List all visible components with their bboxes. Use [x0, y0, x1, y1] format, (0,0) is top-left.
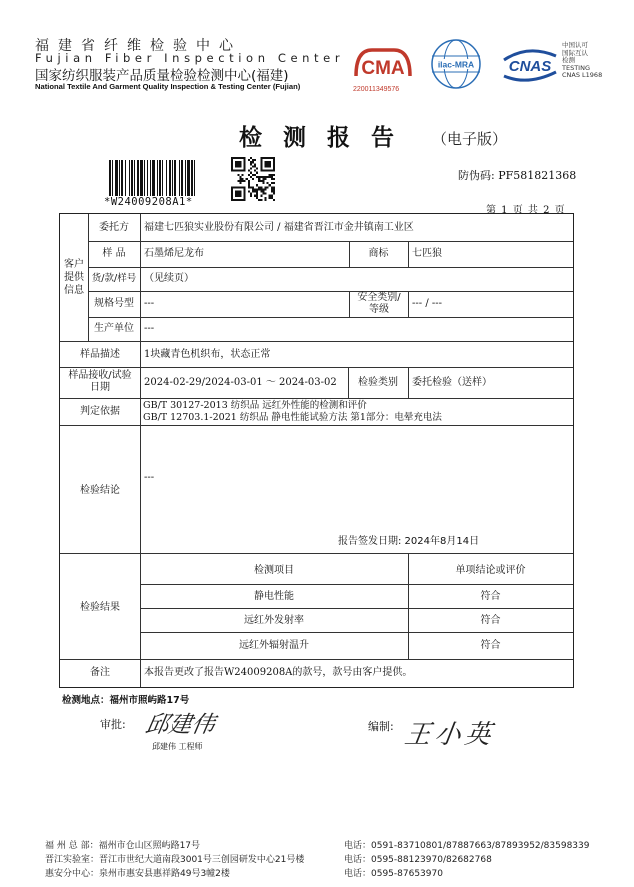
- safety-label: 安全类别/等级: [357, 292, 401, 315]
- remark-value: 本报告更改了报告W24009208A的款号，款号由客户提供。: [144, 667, 413, 678]
- footer-phone: 电话：0595-87653970: [344, 869, 443, 879]
- desc-label: 样品描述: [80, 349, 120, 360]
- result-item: 远红外辐射温升: [239, 640, 309, 651]
- ilac-logo-text: ilac-MRA: [437, 59, 475, 70]
- footer-phone: 电话：0595-88123970/82682768: [344, 855, 492, 865]
- result-head-eval: 单项结论或评价: [455, 565, 526, 576]
- footer-address: 惠安分中心：泉州市惠安县惠祥路49号3幢2楼: [45, 869, 230, 879]
- basis-line-1: GB/T 30127-2013 纺织品 远红外性能的检测和评价: [143, 400, 367, 411]
- result-eval: 符合: [480, 640, 501, 651]
- basis-label: 判定依据: [80, 406, 120, 417]
- org-name-en: Fujian Fiber Inspection Center: [35, 51, 345, 65]
- basis-line-2: GB/T 12703.1-2021 纺织品 静电性能试验方法 第1部分：电晕充电法: [143, 412, 442, 423]
- cnas-line: TESTING: [562, 63, 590, 72]
- sample-value: 石墨烯尼龙布: [144, 248, 204, 259]
- date-value: 2024-02-29/2024-03-01 ～ 2024-03-02: [144, 377, 337, 388]
- issue-date: 报告签发日期: 2024年8月14日: [338, 536, 480, 547]
- org-name-en-national: National Textile And Garment Quality Inspection & Testing Center (Fujian): [35, 82, 301, 91]
- producer-value: ---: [144, 323, 155, 334]
- conclusion-value: ---: [144, 472, 155, 483]
- inspection-type-label: 检验类别: [358, 377, 398, 388]
- barcode-text: *W24009208A1*: [104, 196, 193, 208]
- org-name-cn: 福建省纤维检验中心: [35, 38, 242, 54]
- cnas-line: 检测: [562, 56, 575, 65]
- cnas-line: 中国认可: [562, 41, 588, 49]
- item-no-value: （见续页）: [144, 273, 194, 284]
- result-eval: 符合: [480, 591, 501, 602]
- item-no-label: 货/款/样号: [91, 273, 137, 284]
- brand-label: 商标: [368, 248, 389, 259]
- cnas-logo-text: CNAS: [508, 58, 552, 75]
- test-location: 检测地点：福州市照屿路17号: [62, 695, 190, 706]
- qr-code-image: [231, 157, 275, 201]
- result-item: 远红外发射率: [244, 615, 304, 626]
- date-label: 样品接收/试验日期: [68, 370, 132, 393]
- cma-number: 220011349576: [353, 86, 400, 93]
- brand-value: 七匹狼: [412, 248, 442, 259]
- approve-label: 审批:: [100, 718, 126, 731]
- producer-label: 生产单位: [94, 323, 134, 334]
- remark-label: 备注: [90, 667, 110, 678]
- footer-phone: 电话：0591-83710801/87887663/87893952/83598339: [344, 841, 590, 851]
- anti-fake-code: [458, 167, 576, 183]
- safety-value: --- / ---: [412, 298, 442, 309]
- sample-label: 样 品: [102, 248, 126, 259]
- anti-fake-value: PF581821368: [498, 169, 577, 182]
- report-table: [59, 213, 574, 688]
- footer-address: 晋江实验室：晋江市世纪大道南段3001号三创园研发中心21号楼: [45, 855, 305, 865]
- client-label: 委托方: [99, 222, 129, 233]
- cnas-line: CNAS L1968: [562, 71, 603, 80]
- footer-address: 福 州 总 部：福州市仓山区照屿路17号: [45, 841, 201, 851]
- result-item: 静电性能: [254, 591, 294, 602]
- desc-value: 1块藏青色机织布，状态正常: [144, 349, 271, 360]
- conclusion-label: 检验结论: [80, 485, 120, 496]
- cma-logo-text: CMA: [361, 58, 405, 79]
- barcode-image: [108, 160, 213, 196]
- approve-name: 邱建伟 工程师: [152, 742, 203, 751]
- client-info-group-label: 客户提供信息: [64, 259, 84, 296]
- compile-signature: 王小英: [402, 720, 497, 750]
- spec-label: 规格号型: [94, 298, 134, 309]
- approve-signature: 邱建伟: [143, 712, 217, 738]
- cnas-line: 国际互认: [562, 48, 588, 57]
- org-name-cn-national: 国家纺织服装产品质量检验检测中心(福建): [35, 68, 289, 84]
- inspection-type-value: 委托检验（送样）: [412, 377, 492, 388]
- result-label: 检验结果: [80, 602, 120, 613]
- report-title: 检测报告: [239, 125, 415, 151]
- cma-logo: [350, 42, 416, 92]
- ilac-mra-logo: [430, 38, 482, 90]
- client-value: 福建七匹狼实业股份有限公司 / 福建省晋江市金井镇南工业区: [144, 222, 414, 233]
- page-info: 第 1 页 共 2 页: [486, 205, 566, 216]
- result-eval: 符合: [480, 615, 501, 626]
- anti-fake-label: 防伪码:: [458, 169, 495, 182]
- spec-value: ---: [144, 298, 155, 309]
- result-head-item: 检测项目: [254, 565, 294, 576]
- cnas-logo: [498, 42, 562, 86]
- compile-label: 编制:: [368, 720, 394, 733]
- cnas-accreditation-text: [562, 42, 602, 80]
- report-subtitle: （电子版）: [432, 130, 508, 148]
